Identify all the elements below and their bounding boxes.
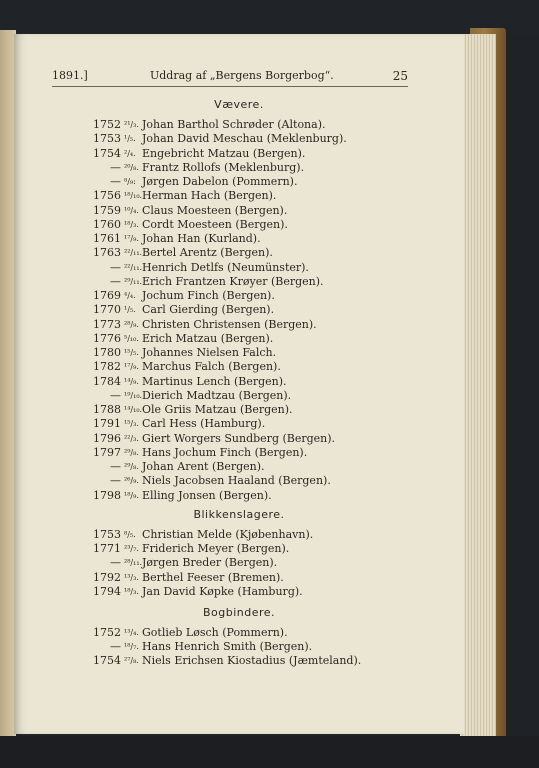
register-entry [14,556,464,570]
entry-year: 1759 [93,203,121,217]
entry-date: ⁸/₅. [124,530,136,539]
register-entry [14,360,464,374]
entry-year: 1754 [93,146,121,160]
entry-name: Gotlieb Løsch (Pommern). [142,626,288,639]
entry-name: Martinus Lench (Bergen). [142,374,287,388]
entry-date: ¹⁸/₁₀. [124,191,143,201]
register-entry [14,318,464,332]
entry-name: Friderich Meyer (Bergen). [142,542,290,556]
entry-year: 1763 [93,246,121,260]
entry-date: ¹⁴/₉. [124,376,139,386]
running-head [52,68,408,84]
entry-date: ²⁹/₈. [124,462,139,471]
entry-name: Johan Han (Kurland). [142,232,261,245]
entry-year: 1760 [93,217,121,231]
register-entry [14,204,464,218]
entry-date: ²²/₁₁. [124,262,143,272]
section-title: Bogbindere. [202,606,276,619]
register-entry [14,289,464,303]
register-entry [14,275,464,289]
entry-name: Johan Arent (Bergen). [142,460,265,473]
register-entry [14,147,464,161]
running-head-date: 1891.] [52,69,88,82]
entry-year: 1753 [93,132,121,146]
entry-date: ²¹/₃. [124,120,139,129]
entry-name: Hans Henrich Smith (Bergen). [142,640,313,654]
register-entry [14,417,464,431]
entry-year: — [110,640,121,654]
running-head-title: Uddrag af „Bergens Borgerbog“. [150,69,334,82]
entry-name: Johannes Nielsen Falch. [142,346,277,359]
entry-year: 1776 [93,331,121,345]
entry-date: ¹⁸/₇. [124,642,139,652]
register-entry [14,542,464,556]
entry-year: — [110,260,121,274]
entry-name: Elling Jonsen (Bergen). [142,488,272,502]
entry-date: ¹⁷/₉. [124,362,139,372]
entry-name: Engebricht Matzau (Bergen). [142,146,306,160]
entry-date: ²⁷/₈. [124,656,139,666]
entry-date: ¹/₅. [124,305,136,315]
entry-year: — [110,274,121,288]
entry-name: Christen Christensen (Bergen). [142,317,317,331]
entry-name: Cordt Moesteen (Bergen). [142,217,288,231]
entry-name: Jan David Køpke (Hamburg). [142,584,303,598]
entry-date: ⁴/₄. [124,291,136,300]
entry-year: 1794 [93,584,121,598]
register-entry [14,489,464,503]
entry-name: Carl Hess (Hamburg). [142,417,266,431]
entry-date: ¹⁵/₃. [124,419,139,429]
entry-name: Dierich Madtzau (Bergen). [142,388,292,402]
entry-name: Jørgen Breder (Bergen). [142,556,278,570]
scan-background [0,0,539,34]
entry-year: 1753 [93,528,121,541]
entry-year: 1782 [93,360,121,374]
entry-year: 1798 [93,488,121,502]
register-entry [14,246,464,260]
register-entry [14,389,464,403]
register-entry [14,118,464,132]
entry-year: 1784 [93,374,121,388]
register-entry [14,161,464,175]
entry-year: — [110,175,121,188]
register-entry [14,626,464,640]
register-entry [14,346,464,360]
entry-date: ¹/₅. [124,134,136,144]
register-entry [14,460,464,474]
entry-date: ¹⁸/₉. [124,490,139,500]
entry-date: ⁸/₉: [124,177,136,186]
entry-year: — [110,388,121,402]
entry-name: Niels Erichsen Kiostadius (Jæmteland). [142,654,362,668]
entry-date: ¹⁷/₉. [124,234,139,243]
register-entry [14,571,464,585]
register-entry [14,261,464,275]
entry-year: 1752 [93,118,121,131]
entry-date: ¹⁴/₁₀. [124,405,143,414]
entry-name: Claus Moesteen (Bergen). [142,203,288,217]
entry-year: 1792 [93,570,121,584]
entry-name: Berthel Feeser (Bremen). [142,570,284,584]
entry-year: 1770 [93,303,121,317]
entry-name: Niels Jacobsen Haaland (Bergen). [142,474,331,488]
register-entry [14,218,464,232]
section-title: Blikkenslagere. [193,508,285,521]
entry-year: 1756 [93,189,121,203]
entry-date: ¹⁸/₃. [124,586,139,596]
entry-date: ²⁸/₉. [124,319,139,329]
entry-name: Frantz Rollofs (Meklenburg). [142,160,305,174]
entry-date: ²⁹/₈. [124,447,139,457]
register-entry [14,232,464,246]
register-entry [14,375,464,389]
entry-year: — [110,460,121,473]
register-entry [14,189,464,203]
entry-name: Ole Griis Matzau (Bergen). [142,403,293,416]
register-entry [14,474,464,488]
register-entry [14,403,464,417]
entry-name: Erich Matzau (Bergen). [142,331,274,345]
entry-date: ¹⁰/₄. [124,205,139,215]
register-entry [14,303,464,317]
register-entry [14,654,464,668]
entry-year: — [110,556,121,570]
entry-date: ¹³/₄. [124,628,139,637]
entry-name: Johan Barthol Schrøder (Altona). [142,118,326,131]
entry-name: Giert Worgers Sundberg (Bergen). [142,431,336,445]
entry-name: Henrich Detlfs (Neumünster). [142,260,309,274]
entry-year: 1771 [93,542,121,556]
entry-year: 1761 [93,232,121,245]
entry-name: Johan David Meschau (Meklenburg). [142,132,347,146]
entry-date: ²²/₃. [124,433,139,443]
page-stack-edges [460,34,496,736]
entry-date: ⁵/₁₀. [124,333,139,343]
entry-year: — [110,474,121,488]
entry-name: Bertel Arentz (Bergen). [142,246,273,260]
entry-name: Jørgen Dabelon (Pommern). [142,175,298,188]
entry-year: 1752 [93,626,121,639]
entry-date: ²⁰/₈. [124,162,139,172]
register-entry [14,528,464,542]
entry-date: ²³/₇. [124,544,139,554]
entry-year: 1754 [93,654,121,668]
entry-year: 1780 [93,346,121,359]
register-entry [14,640,464,654]
register-entry [14,432,464,446]
register-entry [14,585,464,599]
register-entry [14,332,464,346]
entry-date: ¹³/₃. [124,572,139,582]
entry-year: 1769 [93,289,121,302]
entry-date: ¹⁹/₁₀. [124,390,143,400]
register-entry [14,446,464,460]
entry-year: 1797 [93,445,121,459]
entry-year: 1773 [93,317,121,331]
entry-year: — [110,160,121,174]
entry-name: Marchus Falch (Bergen). [142,360,281,374]
scan-bottom [0,736,539,768]
entry-date: ²⁹/₁₁. [124,276,143,286]
entry-name: Herman Hach (Bergen). [142,189,277,203]
entry-name: Erich Frantzen Krøyer (Bergen). [142,274,324,288]
entry-date: ²/₄. [124,148,136,158]
entry-date: ¹⁵/₅. [124,348,139,357]
entry-name: Christian Melde (Kjøbenhavn). [142,528,314,541]
book-page [14,34,464,734]
entry-date: ¹⁸/₃. [124,219,139,229]
entry-date: ²²/₁₁. [124,248,143,258]
header-rule [52,86,408,87]
page-number: 25 [392,69,408,83]
entry-year: 1791 [93,417,121,431]
entry-year: 1788 [93,403,121,416]
entry-name: Hans Jochum Finch (Bergen). [142,445,308,459]
entry-name: Carl Gierding (Bergen). [142,303,275,317]
register-entry [14,175,464,189]
entry-date: ²⁸/₁₁. [124,558,143,568]
register-entry [14,132,464,146]
section-title: Vævere. [214,98,264,111]
entry-name: Jochum Finch (Bergen). [142,289,275,302]
entry-date: ²⁶/₉. [124,476,139,486]
entry-year: 1796 [93,431,121,445]
